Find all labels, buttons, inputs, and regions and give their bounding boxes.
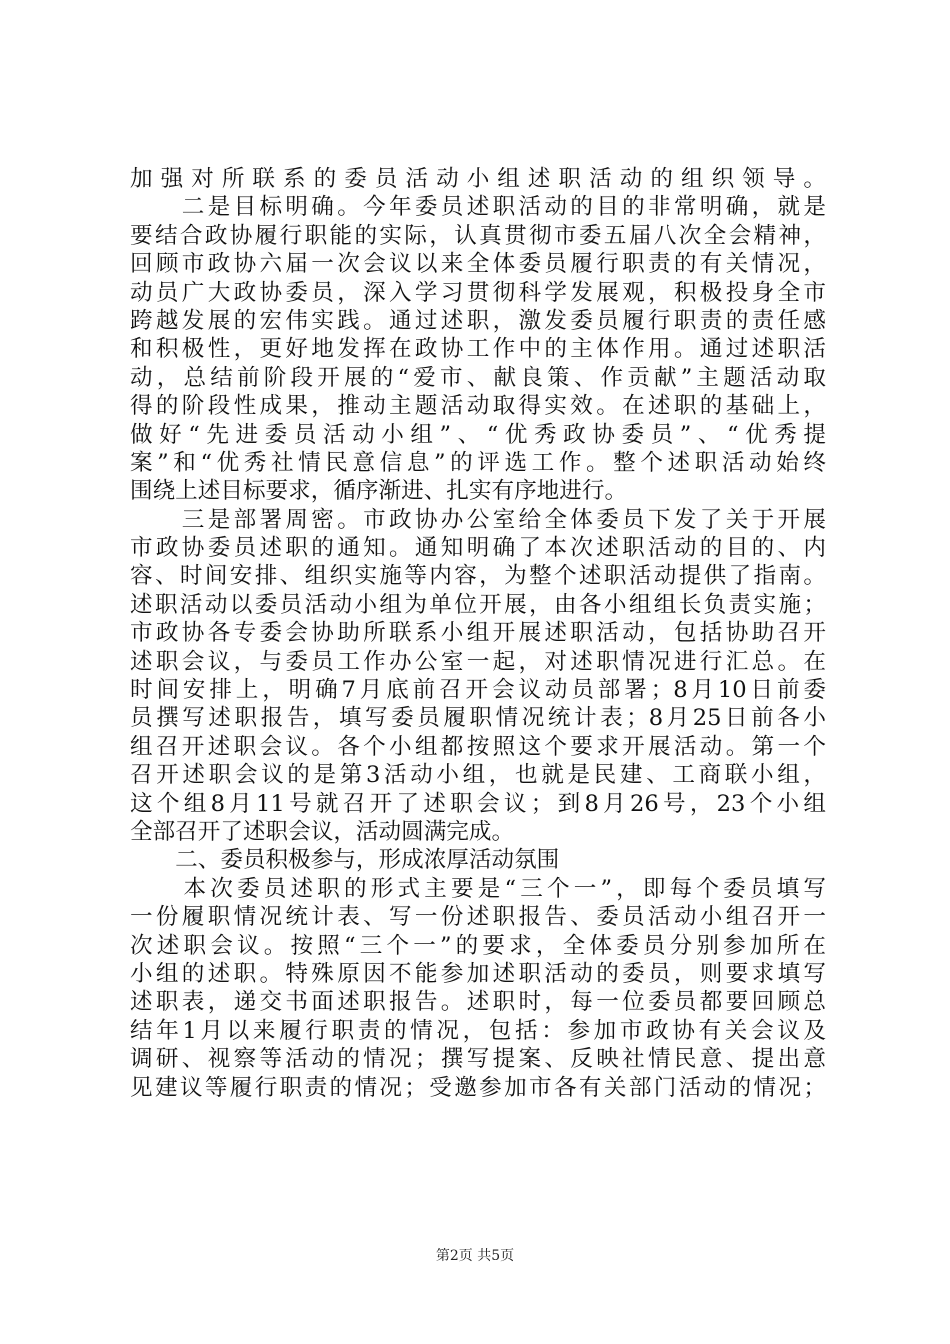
- text-line: 次述职会议。按照“三个一”的要求，全体委员分别参加所在: [130, 932, 826, 959]
- text-line: 述职活动以委员活动小组为单位开展，由各小组组长负责实施；: [130, 591, 826, 618]
- text-line: 要结合政协履行职能的实际，认真贯彻市委五届八次全会精神，: [130, 222, 826, 249]
- text-line: 本次委员述职的形式主要是“三个一”，即每个委员填写: [130, 875, 826, 902]
- text-line: 得的阶段性成果，推动主题活动取得实效。在述职的基础上，: [130, 393, 826, 420]
- text-line: 做好“先进委员活动小组”、“优秀政协委员”、“优秀提: [130, 421, 826, 448]
- text-line: 市政协各专委会协助所联系小组开展述职活动，包括协助召开: [130, 620, 826, 647]
- text-line: 见建议等履行职责的情况；受邀参加市各有关部门活动的情况；: [130, 1074, 826, 1101]
- text-line: 时间安排上，明确7月底前召开会议动员部署；8月10日前委: [130, 677, 826, 704]
- text-line: 容、时间安排、组织实施等内容，为整个述职活动提供了指南。: [130, 563, 826, 590]
- text-line: 和积极性，更好地发挥在政协工作中的主体作用。通过述职活: [130, 336, 826, 363]
- text-line: 述职表，递交书面述职报告。述职时，每一位委员都要回顾总: [130, 989, 826, 1016]
- section-heading: 二、委员积极参与，形成浓厚活动氛围: [130, 847, 560, 874]
- document-body: [130, 165, 826, 1102]
- text-line: 述职会议，与委员工作办公室一起，对述职情况进行汇总。在: [130, 648, 826, 675]
- text-line: 跨越发展的宏伟实践。通过述职，激发委员履行职责的责任感: [130, 307, 826, 334]
- text-line: 加强对所联系的委员活动小组述职活动的组织领导。: [130, 166, 826, 192]
- text-line: 这个组8月11号就召开了述职会议；到8月26号，23个小组: [130, 790, 826, 817]
- text-line: 调研、视察等活动的情况；撰写提案、反映社情民意、提出意: [130, 1046, 826, 1073]
- text-line: 结年1月以来履行职责的情况，包括：参加市政协有关会议及: [130, 1017, 826, 1044]
- text-line: 回顾市政协六届一次会议以来全体委员履行职责的有关情况，: [130, 251, 826, 278]
- text-line: 市政协委员述职的通知。通知明确了本次述职活动的目的、内: [130, 535, 826, 562]
- text-line: 小组的述职。特殊原因不能参加述职活动的委员，则要求填写: [130, 960, 826, 987]
- text-line: 召开述职会议的是第3活动小组，也就是民建、工商联小组，: [130, 762, 826, 789]
- text-line: 全部召开了述职会议，活动圆满完成。: [130, 818, 515, 845]
- text-line: 一份履职情况统计表、写一份述职报告、委员活动小组召开一: [130, 904, 826, 931]
- text-line: 三是部署周密。市政协办公室给全体委员下发了关于开展: [130, 506, 826, 533]
- text-line: 案”和“优秀社情民意信息”的评选工作。整个述职活动始终: [130, 449, 826, 476]
- text-line: 动，总结前阶段开展的“爱市、献良策、作贡献”主题活动取: [130, 364, 826, 391]
- text-line: 二是目标明确。今年委员述职活动的目的非常明确，就是: [130, 194, 826, 221]
- text-line: 组召开述职会议。各个小组都按照这个要求开展活动。第一个: [130, 733, 826, 760]
- text-line: 围绕上述目标要求，循序渐进、扎实有序地进行。: [130, 478, 628, 505]
- page-number-footer: 第2页 共5页: [435, 1248, 515, 1264]
- text-line: 动员广大政协委员，深入学习贯彻科学发展观，积极投身全市: [130, 279, 826, 306]
- text-line: 员撰写述职报告，填写委员履职情况统计表；8月25日前各小: [130, 705, 826, 732]
